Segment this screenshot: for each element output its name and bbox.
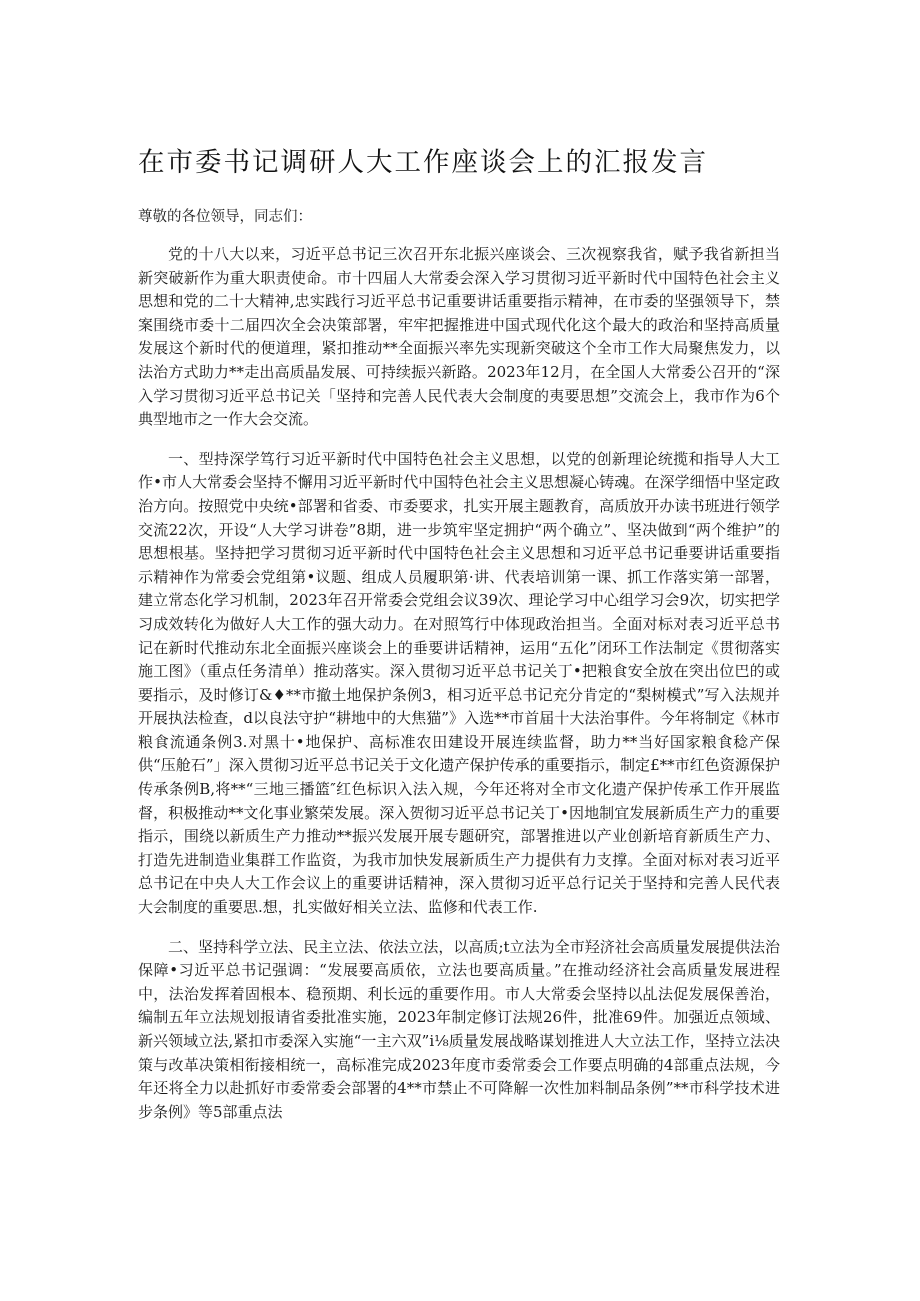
document-title: 在市委书记调研人大工作座谈会上的汇报发言 [138, 147, 708, 178]
paragraph-section-two: 二、坚持科学立法、民主立法、依法立法，以高质;t立法为全市羟济社会高质量发展提供法治保障•习近平总书记强调：“发展要高质依，立法也要高质量。”在推动经济社会高质量发展进程中，法治发挥着固根本、稳预期、利长远的重要作用。市人大常委会坚持以乩法促发展保善治，编制五年立法规划报请省委批准实施，2023年制定修订法规26件，批准69件。加强近点领域、新兴领域立法,紧扣市委深入实施“一主六双”i⅛质量发展战略谋划推进人大立法工作，坚持立法决策与改革决策相衔接相统一，高标准完成2023年度市委常委会工作要点明确的4部重点法规，今年还将全力以赴抓好市委常委会部署的4**市禁止不可降解一次性加料制品条例”**市科学技术进步条例》等5部重点法 [138, 937, 780, 1121]
salutation: 尊敬的各位领导，同志们： [138, 209, 312, 225]
paragraph-section-one: 一、型持深学笃行习近平新时代中国特色社会主义思想，以党的创新理论统揽和指导人大工作•市人大常委会坚持不懈用习近平新时代中国特色社会主义思想凝心铸魂。在深学细悟中坚定政治方向。按照党中央统•部署和省委、市委要求，扎实开展主题教育，高质放开办读书班进行领学交流22次，开设“人大学习讲卷”8期，进一步筑牢坚定拥护“两个确立”、坚决做到“两个维护”的思想根基。坚持把学习贯彻习近平新时代中国特色社会主义思想和习近平总书记垂要讲话重要指示精神作为常委会党组第•议题、组成人员履职第·讲、代表培训第一课、抓工作落实第一部署，建立常态化学习机制，2023年召开常委会党组会议39次、理论学习中心组学习会9次，切实把学习成效转化为做好人大工作的强大动力。在对照笃行中体现政治担当。全面对标对表习近平总书记在新时代推动东北全面振兴座谈会上的垂要讲话精神，运用“五化”闭环工作法制定《贯彻落实施工图》（重点任务清单）推动落实。深入贯彻习近平总书记关丁•把粮食安全放在突出位巴的或要指示，及时修订&♦**市撤土地保护条例3，相习近平总书记充分肯定的“梨树模式”写入法规并开展执法检查，d以良法守护“耕地中的大焦猫”》入选**市首届十大法治事件。今年将制定《林市粮食流通条例3.对黑十•地保护、高标准农田建设开展连续监督，助力**当好国家粮食稔产保供“压舱石”」深入贯彻习近平总书记关于文化遗产保护传承的重要指示，制定£**市红色资源保护传承条例B,将**“三地三播篮″红色标识入法入规，今年还将对全市文化遗产保护传承工作开展监督，积极推动**文化事业繁荣发展。深入贺彻习近平总书记关丁•因地制宜发展新质生产力的重要指示，围绕以新质生产力推动**振兴发展开展专题研究，部署推进以产业创新培育新质生产力、打造先进制造业集群工作监资，为我市加快发展新质生产力提供有力支撑。全面对标对表习近平总书记在中央人大工作会议上的重要讲话精神，深入贯彻习近平总行记关于坚持和完善人民代表大会制度的重要思.想，扎实做好相关立法、监修和代表工作. [138, 449, 780, 917]
paragraph-intro: 党的十八大以来，习近平总书记三次召开东北振兴座谈会、三次视察我省，赋予我省新担当新突破新作为重大职责使命。市十四届人大常委会深入学习贯彻习近平新时代中国特色社会主义思想和党的二十大精神,忠实践行习近平总书记重要讲话重要指示精神，在市委的坚强领导下，禁案围绕市委十二届四次全会决策部署，牢牢把握推进中国式现代化这个最大的政治和坚持高质量发展这个新时代的便道理，紧扣推动**全面振兴率先实现新突破这个全市工作大局聚焦发力，以法治方式助力**走出高质晶发展、可持续振兴新路。2023年12月，在全国人大常委公召开的“深入学习贯彻习近平总书记关「坚持和完善人民代表大会制度的夷要思想”交流会上，我市作为6个典型地市之一作大会交流。 [138, 245, 780, 429]
